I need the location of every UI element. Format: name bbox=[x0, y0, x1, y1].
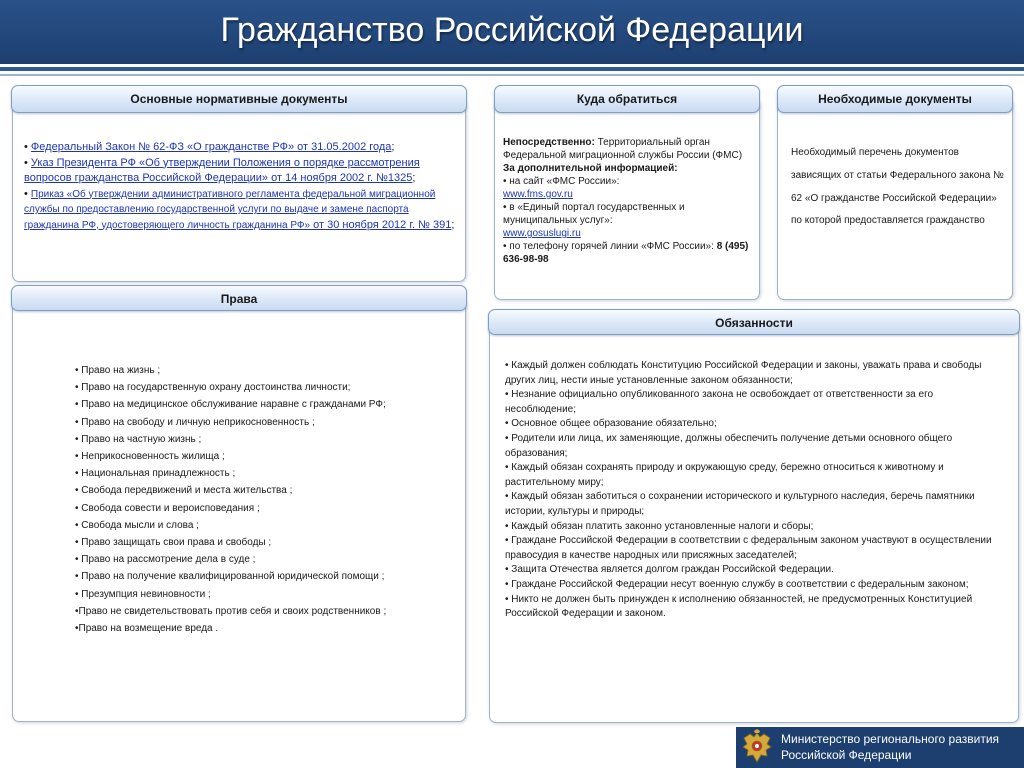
phone-paragraph bbox=[503, 240, 753, 266]
phone-text: • по телефону горячей линии «ФМС России»: bbox=[503, 241, 717, 252]
list-item: • Каждый должен соблюдать Конституцию Российской Федерации и законы, уважать права и свободы других лиц, нести иные установленные законом обязанности; bbox=[505, 360, 982, 386]
list-item: • Право на получение квалифицированной юридической помощи ; bbox=[75, 571, 385, 583]
gosuslugi-link[interactable]: www.gosuslugi.ru bbox=[503, 228, 581, 239]
law-62-fz-link[interactable]: Федеральный Закон № 62-ФЗ «О гражданстве РФ» от 31.05.2002 года bbox=[30, 141, 392, 153]
list-item: • Свобода совести и вероисповедания ; bbox=[75, 502, 260, 514]
hotline-phone-number: 8 (495) 636-98-98 bbox=[503, 241, 749, 265]
list-item: • Основное общее образование обязательно; bbox=[505, 418, 717, 430]
list-item: • Каждый обязан заботиться о сохранении исторического и культурного наследия, беречь памятники истории, культуры и природы; bbox=[505, 491, 975, 517]
where-panel-title: Куда обратиться bbox=[494, 85, 760, 113]
list-item: •Право на возмещение вреда . bbox=[75, 623, 219, 635]
ministry-footer bbox=[736, 727, 1024, 768]
list-item: • Родители или лица, их заменяющие, должны обеспечить получение детьми основного общего образования; bbox=[505, 432, 953, 459]
list-item: • Право на рассмотрение дела в суде ; bbox=[75, 554, 256, 566]
list-item: • Право на жизнь ; bbox=[75, 365, 161, 376]
list-item: • Неприкосновенность жилища ; bbox=[75, 451, 225, 463]
list-item: • Незнание официально опубликованного закона не освобождает от ответственности за его несоблюдение; bbox=[505, 389, 934, 415]
portal-text: • в «Единый портал государственных и муниципальных услуг»: bbox=[503, 202, 685, 226]
direct-label: Непосредственно: bbox=[503, 137, 595, 148]
direct-text: Территориальный орган Федеральной миграционной службы России (ФМС) bbox=[503, 137, 743, 161]
duties-panel-title: Обязанности bbox=[488, 309, 1020, 335]
direct-paragraph bbox=[503, 136, 753, 162]
list-item-tail: ; bbox=[451, 218, 455, 231]
list-item: •Право не свидетельствовать против себя и своих родственников ; bbox=[75, 605, 387, 617]
duties-list bbox=[505, 359, 1005, 622]
list-item: • Свобода передвижений и места жительства ; bbox=[75, 485, 293, 497]
extra-label: За дополнительной информацией: bbox=[503, 163, 678, 174]
list-item: • Защита Отечества является долгом граждан Российской Федерации. bbox=[505, 564, 834, 576]
rights-list bbox=[75, 362, 455, 637]
order-link[interactable]: Приказ «Об утверждении административного регламента федеральной миграционной службы по предоставлению государственной услуги по выдаче и замене паспорта гражданина РФ, удостоверяющего личность гражданина РФ» bbox=[24, 188, 436, 231]
list-item: • Право на частную жизнь ; bbox=[75, 433, 202, 445]
site-text: • на сайт «ФМС России»: bbox=[503, 176, 620, 187]
header-divider bbox=[0, 74, 1024, 76]
list-item: • Право на государственную охрану достоинства личности; bbox=[75, 382, 351, 394]
header-banner bbox=[0, 0, 1024, 64]
presidential-decree-link[interactable]: Указ Президента РФ «Об утверждении Положения о порядке рассмотрения вопросов гражданства Российской Федерации» от 14 ноября 2002 г. №1325 bbox=[24, 156, 420, 184]
fms-site-link[interactable]: www.fms.gov.ru bbox=[503, 189, 573, 200]
list-item: • Никто не должен быть принужден к исполнению обязанностей, не предусмотренных Конституцией Российской Федерации и законом. bbox=[505, 593, 973, 620]
double-headed-eagle-emblem-icon bbox=[740, 729, 774, 766]
list-item: • Право защищать свои права и свободы ; bbox=[75, 537, 272, 549]
list-item: • Право на медицинское обслуживание наравне с гражданами РФ; bbox=[75, 399, 386, 411]
list-item: • Каждый обязан платить законно установленные налоги и сборы; bbox=[505, 520, 814, 532]
ministry-name-line1: Министерство регионального развития bbox=[781, 732, 1000, 746]
site-paragraph bbox=[503, 175, 753, 201]
list-item: • Указ Президента РФ «Об утверждении Положения о порядке рассмотрения вопросов гражданства Российской Федерации» от 14 ноября 2002 г. №1325; bbox=[24, 156, 420, 184]
extra-paragraph bbox=[503, 162, 753, 175]
list-item: • Свобода мысли и слова ; bbox=[75, 519, 199, 531]
needed-documents-panel-title: Необходимые документы bbox=[777, 85, 1013, 113]
rights-panel-title: Права bbox=[11, 285, 467, 311]
list-item: • Право на свободу и личную неприкосновенность ; bbox=[75, 416, 315, 428]
portal-paragraph bbox=[503, 201, 753, 240]
list-item: • Граждане Российской Федерации несут военную службу в соответствии с федеральным законом; bbox=[505, 578, 969, 590]
ministry-name-line2: Российской Федерации bbox=[781, 748, 912, 762]
documents-list bbox=[24, 140, 466, 233]
list-item-tail: ; bbox=[412, 172, 416, 184]
list-item-tail: ; bbox=[391, 141, 395, 153]
list-item: • Презумпция невиновности ; bbox=[75, 588, 211, 600]
ministry-name bbox=[781, 731, 1021, 763]
list-item: • Федеральный Закон № 62-ФЗ «О гражданстве РФ» от 31.05.2002 года; bbox=[24, 141, 395, 153]
where-content bbox=[503, 136, 753, 266]
documents-panel-title: Основные нормативные документы bbox=[11, 85, 467, 113]
list-item: • Национальная принадлежность ; bbox=[75, 468, 236, 480]
page-title: Гражданство Российской Федерации bbox=[220, 11, 804, 49]
list-item: • Каждый обязан сохранять природу и окружающую среду, бережно относиться к животному и растительному миру; bbox=[505, 462, 944, 488]
list-item: • Граждане Российской Федерации в соответствии с федеральным законом участвуют в осуществлении правосудия в качестве народных или присяжных заседателей; bbox=[505, 535, 992, 561]
needed-documents-text: Необходимый перечень документов зависящих от статьи Федерального закона № 62 «О гражданстве Российской Федерации» по которой предоставляется гражданство bbox=[791, 147, 1004, 227]
order-date-link[interactable]: от 30 ноября 2012 г. № 391 bbox=[310, 218, 452, 231]
list-item: • Приказ «Об утверждении административного регламента федеральной миграционной службы по предоставлению государственной услуги по выдаче и замене паспорта гражданина РФ, удостоверяющего личность гражданина РФ» от 30 ноября 2012 г. № 391; bbox=[24, 187, 455, 231]
